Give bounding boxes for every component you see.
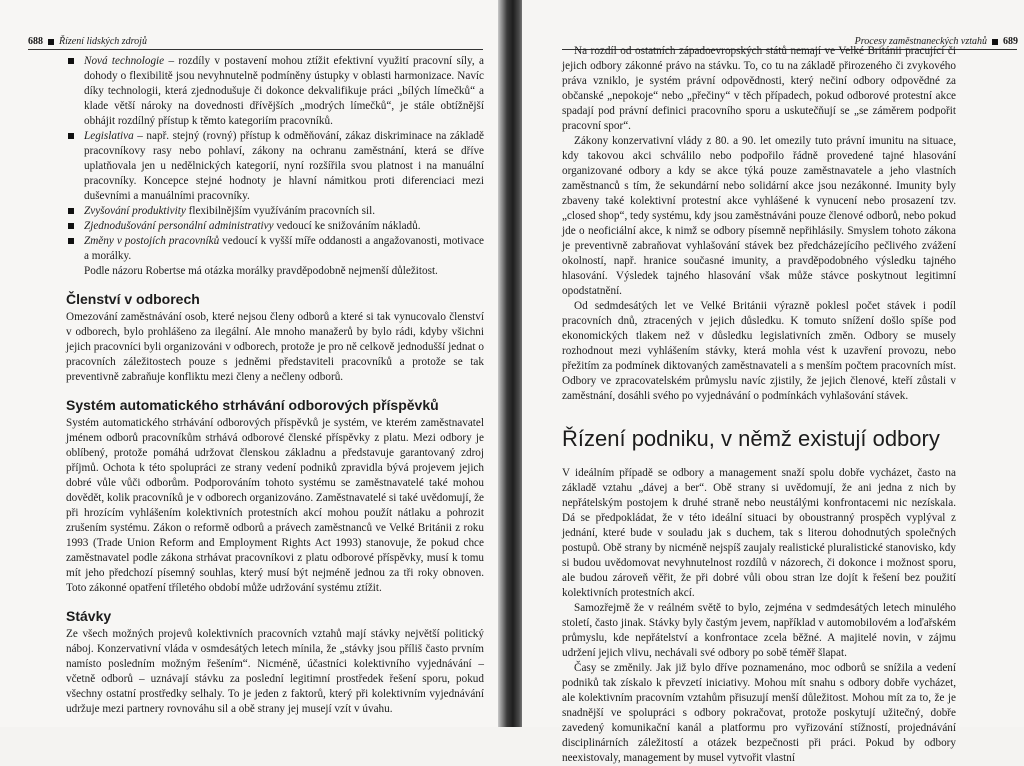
bullet-text: vedoucí ke snižováním nákladů. — [273, 220, 421, 232]
bullet-term: Zjednodušování personální administrativy — [84, 220, 274, 232]
bullet-text: vedoucí k vyšší míře oddanosti a angažovanosti, motivace a morálky. — [84, 235, 485, 262]
right-page-body — [562, 44, 956, 766]
section-text-checkoff: Systém automatického strhávání odborových příspěvků je systém, ve kterém zaměstnavatel jménem odborů pracovníkům strhává odborové členské příspěvky z platu. Mezi odbory je oblíbený, protože pomáhá udržovat členskou základnu a představuje garantovaný zdroj příjmů. Ochota k této spolupráci ze strany vedení podniků zpravidla bývá projevem jejich dobré vůle vůči odborům. Podporováním tohoto systému se zaměstnavatelé také mohou dovědět, kolik pracovníků je v odborech organizováno. Zaměstnavatelé si také uvědomují, že při hrozícím vyhlášením kolektivních protestních akcí mohou použít nátlaku a pohrozit zrušením systému. Zákon o reformě odborů a právech zaměstnanců ve Velké Británii z roku 1993 (Trade Union Reform and Employment Rights Act 1993) stanovuje, že pokud chce zaměstnavatel podle zákona strhávat pracovníkovi z platu odborové příspěvky, musí k tomu mít jeho předchozí písemný souhlas, který musí být nejméně jednou za tři roky obnoven. Toto zákonné opatření tříletého období může udržování systému ztížit. — [66, 417, 484, 594]
bullet-term: Změny v postojích pracovníků — [84, 235, 220, 247]
paragraph: Na rozdíl od ostatních západoevropských států nemají ve Velké Británii pracující či jejich odbory zákonné právo na stávku. To, co tu na základě přirozeného či zvykového práva vzniklo, je systém právní odpovědnosti, který nečiní odbory odpovědné za občanské „nepokoje“ nebo „přečiny“ v těch případech, pokud odborové protestní akce spadají pod právní definici pracovního sporu a uskutečňují se „se záměrem podpořit pracovní spor“. — [562, 45, 956, 132]
bullet-icon — [68, 208, 74, 214]
section-text-membership: Omezování zaměstnávání osob, které nejsou členy odborů a které si tak vynucovalo členství v odborech, bylo prohlášeno za ilegální. Ale mnoho manažerů by bylo rádi, kdyby všichni jejich pracovníci byli organizováni v odborech, protože je pro ně celkově jednodušší jednat o pracovních záležitostech pouze s jedněmi představiteli pracovníků a protože se tak preventivně zabraňuje konfliktu mezi členy a nečleny odborů. — [66, 311, 484, 383]
paragraph: Samozřejmě že v reálném světě to bylo, zejména v sedmdesátých letech minulého století, často jinak. Stávky byly častým jevem, například v automobilovém a loďařském průmyslu, kde nepřátelství a konfrontace zcela běžné. A majitelé novin, v zájmu udržení jejich vlivu, nechávali své odbory po sobě téměř šlapat. — [562, 602, 956, 659]
list-item — [66, 54, 484, 129]
list-item — [66, 219, 484, 234]
chapter-heading: Řízení podniku, v němž existují odbory — [562, 426, 940, 451]
list-item — [66, 129, 484, 204]
factor-list — [66, 54, 484, 264]
paragraph: Zákony konzervativní vlády z 80. a 90. let omezily tuto právní imunitu na situace, kdy takovou akci schválilo nebo podpořilo řádně provedené tajné hlasování organizované odbory a kdy se akce týká pouze zaměstnavatele a jeho vlastních zaměstnanců s tím, že sekundární nebo solidární akce jsou nezákonné. Imunity byly zbaveny také kolektivní protestní akce vyhlášené k vynucení nebo prosazení tzv. „closed shop“, tedy systému, kdy jsou zaměstnáváni pouze členové odborů, nebo pokud jde o neoficiální akce, k nimž se odbory písemně nepřihlásily. Smyslem tohoto zákona je preventivně zabraňovat vyhlašování stávek bez předcházejícího pečlivého zvážení okolností, např. hranice současné imunity, a pravděpodobného výsledku tajného hlasování. Výsledek tajného hlasování však může stávce poskytnout legitimní opodstatnění. — [562, 135, 956, 297]
left-page — [0, 0, 505, 727]
section-text-strikes: Ze všech možných projevů kolektivních pracovních vztahů mají stávky největší politický náboj. Konzervativní vláda v osmdesátých letech mínila, že „stávky jsou příliš často prvním namísto posledním možným řešením“. Nicméně, účastníci kolektivního vyjednávání – včetně odborů – uznávají stávku za poslední legitimní prostředek řešení sporu, pokud všechny ostatní prostředky selhaly. To je jeden z faktorů, který při kolektivním vyjednávání udržuje mezi partnery rovnováhu sil a obě strany jej musejí vzít v úvahu. — [66, 628, 484, 715]
bullet-icon — [68, 58, 74, 64]
left-header-rule — [28, 49, 483, 50]
list-item — [66, 204, 484, 219]
paragraph: Od sedmdesátých let ve Velké Británii výrazně poklesl počet stávek i podíl pracovních dnů, ztracených v jejich důsledku. K tomuto snížení došlo spíše pod ekonomických tlakem než v důsledku legislativních změn. Odbory se musely rozhodnout mezi vyhlášením stávky, která mohla vést k uzavření provozu, nebo přežitím za podmínek diktovaných zaměstnavateli a s menším počtem pracovních míst. Odbory ve zpracovatelském průmyslu navíc zjistily, že jejich členové, kteří zůstali v zaměstnání, dosáhli svého po vyjednávání o podmínkách vyhlašování stávek. — [562, 300, 956, 402]
bullet-text: flexibilnějším využíváním pracovních sil. — [185, 205, 376, 217]
right-page-number: 689 — [1003, 36, 1018, 47]
left-running-title: Řízení lidských zdrojů — [59, 36, 147, 47]
right-running-title: Procesy zaměstnaneckých vztahů — [854, 36, 987, 47]
paragraph: V ideálním případě se odbory a management snaží spolu dobře vycházet, často na základě vztahu „dávej a ber“. Obě strany si uvědomují, že ani jedna z nich by nepřátelským postojem k druhé straně nebo neustálými konfrontacemi nic nezískala. Dá se předpokládat, že v této ideální situaci by oboustranný prospěch vyplýval z jednání, které bude v souladu jak s duchem, tak s literou dohodnutých společných postupů. Obě strany by nicméně nejspíš zaujaly realistické pluralistické stanovisko, kdy si budou uvědomovat nevyhnutelnost rozdílů v názorech, či dokonce i možnost sporu, ale budou zároveň věřit, že při dobré vůli obou stran lze dojít k řešení bez použití kolektivních protestních akcí. — [562, 467, 956, 599]
bullet-term: Legislativa — [84, 130, 134, 142]
closing-note: Podle názoru Robertse má otázka morálky pravděpodobně nejmenší důležitost. — [84, 265, 438, 277]
square-bullet-icon — [992, 39, 998, 45]
bullet-term: Nová technologie — [84, 55, 165, 67]
section-heading-strikes: Stávky — [66, 608, 112, 624]
list-item — [66, 234, 484, 264]
bullet-icon — [68, 238, 74, 244]
section-heading-membership: Členství v odborech — [66, 291, 200, 307]
bullet-text: – rozdíly v postavení mohou ztížit efektivní využití pracovní síly, a dohody o flexibilitě jsou nevyhnutelně podmíněny ústupky v oblasti harmonizace. Navíc díky technologii, která zjednodušuje či dokonce dekvalifikuje práci „bílých límečků“ a klade větší nároky na dovednosti dřívějších „modrých límečků“, je stále obtížnější obhájit rozdílný přístup k těmto kategoriím pracovníků. — [84, 55, 484, 127]
left-page-number: 688 — [28, 36, 43, 47]
bullet-icon — [68, 223, 74, 229]
square-bullet-icon — [48, 39, 54, 45]
left-running-head — [28, 36, 147, 47]
section-heading-checkoff: Systém automatického strhávání odborových příspěvků — [66, 397, 439, 413]
bullet-icon — [68, 133, 74, 139]
paragraph: Časy se změnily. Jak již bylo dříve poznamenáno, moc odborů se snížila a vedení podniků tak získalo k převzetí iniciativy. Mohou mít snahu s odbory dobře vycházet, ale kolektivním pracovním vztahům přisuzují menší důležitost. Mohou mít za to, že je snadnější ve spolupráci s odbory pokračovat, protože poskytují užitečný, dobře zavedený komunikační kanál a platformu pro vyřizování stížností, projednávání disciplinárních záležitostí a otázek bezpečnosti při práci. Pokud by odbory neexistovaly, management by musel vytvořit vlastní — [562, 662, 956, 764]
bullet-term: Zvyšování produktivity — [84, 205, 186, 217]
bullet-text: – např. stejný (rovný) přístup k odměňování, zákaz diskriminace na základě pracovníkovy rasy nebo pohlaví, zákony na ochranu zaměstnání, která se dříve uplatňovala jen u nedělnických kategorií, nyní rozšířila svou platnost i na manuální pracovníky. Koncepce stejné hodnoty je hlavní námitkou proti diferenciaci mezi duševními a manuálními pracovníky. — [84, 130, 484, 202]
left-page-body — [66, 54, 484, 717]
